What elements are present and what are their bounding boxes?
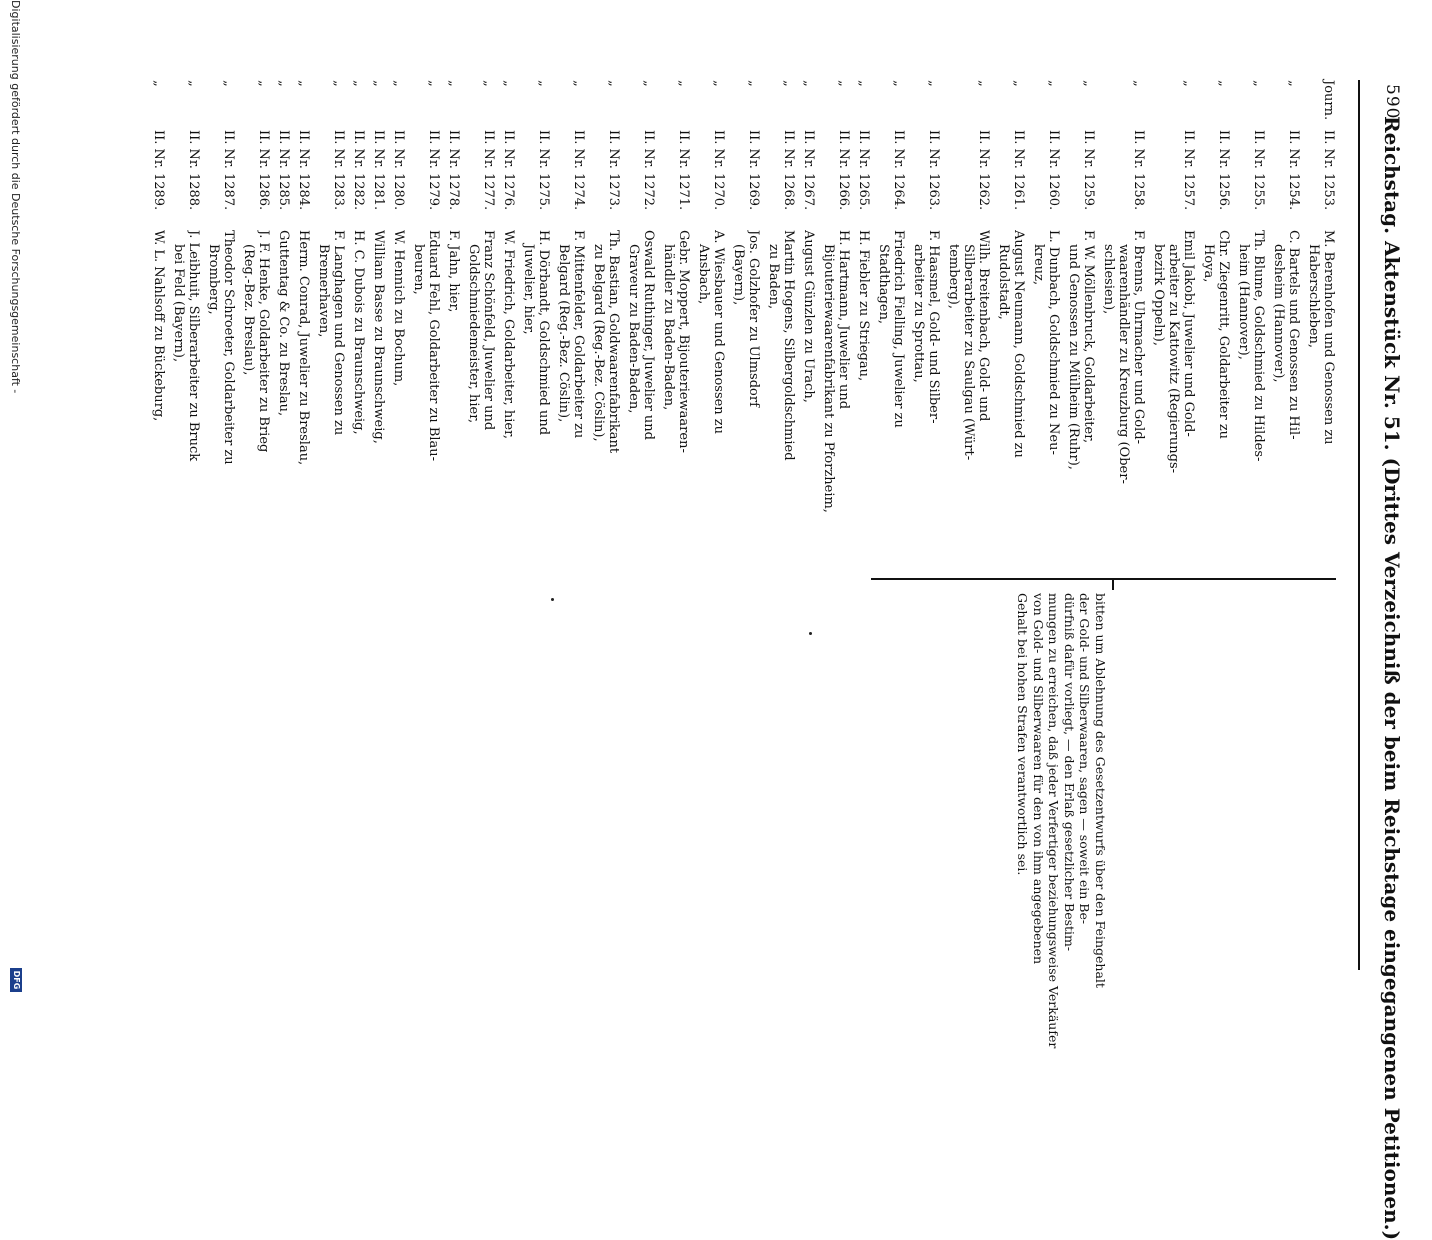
journal-prefix: „ — [781, 80, 796, 87]
petitioner-line: Th. Bastian, Goldwaarenfabrikant — [606, 230, 621, 454]
petitioner — [521, 230, 551, 570]
journal-prefix: „ — [891, 80, 906, 87]
petitioner — [276, 230, 291, 570]
journal-number: II. Nr. 1284. — [296, 130, 311, 211]
journal-number: II. Nr. 1264. — [891, 130, 906, 211]
petitioner — [391, 230, 406, 570]
journal-number: II. Nr. 1255. — [1251, 130, 1266, 211]
petitioner — [411, 230, 441, 570]
journal-number: II. Nr. 1257. — [1181, 130, 1196, 211]
journal-number: II. Nr. 1273. — [606, 130, 621, 211]
petitioner-line: J. Leibhuit, Silberarbeiter zu Bruck — [186, 230, 201, 462]
journal-number: II. Nr. 1286. — [256, 130, 271, 211]
petitioner-line: Jos. Golzhofer zu Ulmsdorf — [746, 230, 761, 407]
petitioner-line: Friedrich Fielling, Juwelier zu — [891, 230, 906, 428]
journal-number: II. Nr. 1282. — [351, 130, 366, 211]
petitioner — [1066, 230, 1096, 570]
journal-number: II. Nr. 1268. — [781, 130, 796, 211]
journal-prefix: „ — [856, 80, 871, 87]
petitioner-line: Bijouteriewaarenfabrikant zu Pforzheim, — [821, 244, 836, 513]
petitioner — [296, 230, 311, 570]
petitioner — [946, 230, 991, 570]
petitioner — [876, 230, 906, 570]
journal-prefix: „ — [836, 80, 851, 87]
journal-prefix: „ — [976, 80, 991, 87]
journal-prefix: „ — [151, 80, 166, 87]
petitioner-line: Eduard Fehl, Goldarbeiter zu Blau- — [426, 230, 441, 462]
journal-number: II. Nr. 1275. — [536, 130, 551, 211]
petitioner-line: (Bayern), — [731, 244, 746, 306]
petitioner — [241, 230, 271, 570]
journal-prefix: „ — [746, 80, 761, 87]
petitioner-line: Franz Schönfeld, Juwelier und — [481, 230, 496, 431]
petitioner-line: desheim (Hannover), — [1271, 244, 1286, 383]
footer-credit: Digitalisierung gefördert durch die Deutsche Forschungsgemeinschaft - — [9, 0, 22, 394]
journal-prefix: „ — [606, 80, 621, 87]
petitioner-line: zu Baden, — [766, 244, 781, 310]
petitioner-line: händler zu Baden-Baden, — [661, 244, 676, 411]
page-number: 590 — [1382, 84, 1402, 120]
petitioner — [731, 230, 761, 570]
petitioner-line: Graveur zu Baden-Baden, — [626, 244, 641, 414]
petitioner-line: Emil Jakobi, Juwelier und Gold- — [1181, 230, 1196, 437]
petitioner-line: Herm. Conrad, Juwelier zu Breslau, — [296, 230, 311, 466]
grouping-brace — [871, 578, 1336, 580]
journal-prefix: „ — [1286, 80, 1301, 87]
journal-number: II. Nr. 1260. — [1046, 130, 1061, 211]
petitioner-line: H. Dörbandt, Goldschmied und — [536, 230, 551, 436]
journal-prefix: „ — [331, 80, 346, 87]
petitioner — [821, 230, 851, 570]
journal-number: II. Nr. 1289. — [151, 130, 166, 211]
petitioner-line: Th. Blume, Goldschmied zu Hildes- — [1251, 230, 1266, 462]
speck — [551, 598, 554, 601]
journal-prefix: „ — [571, 80, 586, 87]
petition-list — [36, 80, 1366, 1049]
petitioner-line: Rudolstadt, — [996, 244, 1011, 320]
petitioner-line: L. Dunbach, Goldschmied zu Neu- — [1046, 230, 1061, 455]
petitioner-line: F. Langhagen und Genossen zu — [331, 230, 346, 436]
petitioner-line: J. F. Henke, Goldarbeiter zu Brieg — [256, 230, 271, 453]
journal-number: II. Nr. 1280. — [391, 130, 406, 211]
petitioner — [1236, 230, 1266, 570]
petitioner-line: C. Bartels und Genossen zu Hil- — [1286, 230, 1301, 440]
petitioner — [1151, 230, 1196, 570]
journal-prefix: „ — [256, 80, 271, 87]
petitioner — [466, 230, 496, 570]
note-line: von Gold- und Silberwaaren für den von ihm angegebenen — [1031, 593, 1046, 965]
journal-prefix: „ — [351, 80, 366, 87]
petitioner-line: bezirk Oppeln), — [1151, 244, 1166, 346]
petitioner-line: W. Friedrich, Goldarbeiter, hier, — [501, 230, 516, 439]
note-line: mungen zu erreichen, daß jeder Verfertiger beziehungsweise Verkäufer — [1046, 593, 1062, 1049]
journal-number: II. Nr. 1266. — [836, 130, 851, 211]
journal-prefix: „ — [1131, 80, 1146, 87]
petitioner — [351, 230, 366, 570]
journal-prefix: „ — [801, 80, 816, 87]
dfg-logo: DFG — [10, 968, 22, 992]
journal-prefix: „ — [926, 80, 941, 87]
journal-number: II. Nr. 1271. — [676, 130, 691, 211]
petitioner — [591, 230, 621, 570]
petitioner — [1306, 230, 1336, 570]
petitioner-line: Silberarbeiter zu Saulgau (Würt- — [961, 244, 976, 461]
petitioner-line: arbeiter zu Kattowitz (Regierungs- — [1166, 244, 1181, 474]
journal-prefix: „ — [426, 80, 441, 87]
journal-prefix: „ — [276, 80, 291, 87]
petitioner-line: August Neumann, Goldschmied zu — [1011, 230, 1026, 458]
journal-prefix: „ — [296, 80, 311, 87]
journal-number: II. Nr. 1258. — [1131, 130, 1146, 211]
petitioner-line: M. Berenhofen und Genossen zu — [1321, 230, 1336, 445]
petitioner-line: F. W. Möllenbruck, Goldarbeiter, — [1081, 230, 1096, 444]
petitioner-line: H. C. Dubois zu Braunschweig, — [351, 230, 366, 435]
petitioner — [1101, 230, 1146, 570]
journal-prefix: „ — [1046, 80, 1061, 87]
petitioner — [1031, 230, 1061, 570]
journal-number: II. Nr. 1288. — [186, 130, 201, 211]
journal-prefix: „ — [481, 80, 496, 87]
petitioner-line: bei Feld (Bayern), — [171, 244, 186, 363]
journal-number: II. Nr. 1279. — [426, 130, 441, 211]
note-line: Gehalt bei hohen Strafen verantwortlich sei. — [1015, 593, 1031, 876]
journal-number: II. Nr. 1285. — [276, 130, 291, 211]
petitioner-line: H. Hartmann, Juwelier und — [836, 230, 851, 410]
journal-prefix: „ — [536, 80, 551, 87]
petitioner-line: heim (Hannover), — [1236, 244, 1251, 360]
petitioner-line: Stadthagen, — [876, 244, 891, 325]
journal-prefix: Journ. — [1321, 80, 1336, 121]
journal-prefix: „ — [1251, 80, 1266, 87]
petitioner — [151, 230, 166, 570]
journal-number: II. Nr. 1272. — [641, 130, 656, 211]
petitioner-line: F. Jahn, hier, — [446, 230, 461, 313]
note-line: bitten um Ablehnung des Gesetzentwurfs über den Feingehalt — [1093, 593, 1108, 988]
petitioner-line: waarenhändler zu Kreuzburg (Ober- — [1116, 244, 1131, 484]
journal-number: II. Nr. 1269. — [746, 130, 761, 211]
petitioner-line: Ansbach, — [696, 244, 711, 305]
petitioner — [661, 230, 691, 570]
digitization-footer — [2, 0, 22, 1000]
journal-number: II. Nr. 1276. — [501, 130, 516, 211]
petitioner — [371, 230, 386, 570]
petitioner-line: F. Brenns, Uhrmacher und Gold- — [1131, 230, 1146, 444]
petitioner-line: (Reg.-Bez. Breslau), — [241, 244, 256, 376]
petitioner — [626, 230, 656, 570]
petitioner — [856, 230, 871, 570]
petitioner-line: Oswald Ruthinger, Juwelier und — [641, 230, 656, 440]
journal-number: II. Nr. 1256. — [1216, 130, 1231, 211]
petitioner-line: Guttentag & Co. zu Breslau, — [276, 230, 291, 417]
page-title: Reichstag. Aktenstück Nr. 51. (Drittes Verzeichniß der beim Reichstage eingegangenen Petitionen.) — [1380, 116, 1404, 1240]
petitioner — [501, 230, 516, 570]
journal-prefix: „ — [186, 80, 201, 87]
petitioner — [206, 230, 236, 570]
journal-number: II. Nr. 1283. — [331, 130, 346, 211]
petitioner-line: Theodor Schroeter, Goldarbeiter zu — [221, 230, 236, 465]
petitioner-line: W. Hennich zu Bochum, — [391, 230, 406, 387]
journal-number: II. Nr. 1254. — [1286, 130, 1301, 211]
petitioner — [996, 230, 1026, 570]
journal-prefix: „ — [1011, 80, 1026, 87]
petitioner-line: August Günzlen zu Urach, — [801, 230, 816, 403]
petitioner — [446, 230, 461, 570]
journal-prefix: „ — [711, 80, 726, 87]
petitioner — [556, 230, 586, 570]
petitioner — [766, 230, 796, 570]
petitioner-line: temberg), — [946, 244, 961, 309]
journal-prefix: „ — [1216, 80, 1231, 87]
journal-number: II. Nr. 1261. — [1011, 130, 1026, 211]
journal-prefix: „ — [1081, 80, 1096, 87]
petitioner — [171, 230, 201, 570]
journal-number: II. Nr. 1278. — [446, 130, 461, 211]
journal-prefix: „ — [446, 80, 461, 87]
note-line: der Gold- und Silberwaaren, sagen — soweit ein Be- — [1077, 593, 1093, 925]
note-line: dürfniß dafür vorliegt, — den Erlaß gesetzlicher Bestim- — [1062, 593, 1077, 952]
journal-number: II. Nr. 1274. — [571, 130, 586, 211]
petitioner-line: F. Mittenfelder, Goldarbeiter zu — [571, 230, 586, 439]
petitioner — [696, 230, 726, 570]
journal-number: II. Nr. 1281. — [371, 130, 386, 211]
petitioner-line: Gebr. Moppert, Bijouteriewaaren- — [676, 230, 691, 453]
petitioner-line: A. Wiesbauer und Genossen zu — [711, 230, 726, 435]
journal-prefix: „ — [391, 80, 406, 87]
journal-number: II. Nr. 1267. — [801, 130, 816, 211]
journal-prefix: „ — [676, 80, 691, 87]
petitioner-line: F. Haasmel, Gold- und Silber- — [926, 230, 941, 424]
petitioner-line: Bromberg, — [206, 244, 221, 315]
petitioner-line: beuren, — [411, 244, 426, 295]
journal-number: II. Nr. 1277. — [481, 130, 496, 211]
petitioner-line: Hoya, — [1201, 244, 1216, 283]
journal-number: II. Nr. 1253. — [1321, 130, 1336, 211]
journal-prefix: „ — [641, 80, 656, 87]
page-header — [1368, 0, 1418, 1240]
grouping-brace-tip — [1112, 580, 1114, 590]
petitioner-line: Wilh. Breitenbach, Gold- und — [976, 230, 991, 422]
journal-prefix: „ — [371, 80, 386, 87]
speck — [809, 632, 812, 635]
petitioner-line: arbeiter zu Sprottau, — [911, 244, 926, 383]
petitioner — [911, 230, 941, 570]
journal-prefix: „ — [501, 80, 516, 87]
petitioner-line: Bremerhaven, — [316, 244, 331, 338]
journal-number: II. Nr. 1265. — [856, 130, 871, 211]
petitioner-line: Juwelier, hier, — [521, 244, 536, 335]
journal-number: II. Nr. 1287. — [221, 130, 236, 211]
journal-number: II. Nr. 1259. — [1081, 130, 1096, 211]
journal-prefix: „ — [1181, 80, 1196, 87]
petitioner-line: und Genossen zu Mülheim (Ruhr), — [1066, 244, 1081, 470]
petitioner-line: W. L. Nahlsoff zu Bückeburg, — [151, 230, 166, 422]
journal-prefix: „ — [221, 80, 236, 87]
petitioner-line: Haberschleben, — [1306, 244, 1321, 349]
petitioner — [801, 230, 816, 570]
petitioner-line: Martin Hogens, Silbergoldschmied — [781, 230, 796, 461]
petitioner-line: kreuz, — [1031, 244, 1046, 286]
petitioner-line: Chr. Ziegenritt, Goldarbeiter zu — [1216, 230, 1231, 440]
journal-number: II. Nr. 1270. — [711, 130, 726, 211]
petitioner-line: Goldschmiedemeister, hier, — [466, 244, 481, 424]
petitioner-line: H. Fiebler zu Striegau, — [856, 230, 871, 382]
journal-number: II. Nr. 1262. — [976, 130, 991, 211]
petitioner — [316, 230, 346, 570]
petitioner — [1271, 230, 1301, 570]
petitioner — [1201, 230, 1231, 570]
journal-number: II. Nr. 1263. — [926, 130, 941, 211]
petitioner-line: zu Belgard (Reg.-Bez. Cöslin), — [591, 244, 606, 442]
petitioner-line: Belgard (Reg.-Bez. Cöslin), — [556, 244, 571, 423]
petitioner-line: William Basse zu Braunschweig, — [371, 230, 386, 444]
petitioner-line: schlesien), — [1101, 244, 1116, 315]
petition-request-note — [1015, 593, 1108, 1049]
